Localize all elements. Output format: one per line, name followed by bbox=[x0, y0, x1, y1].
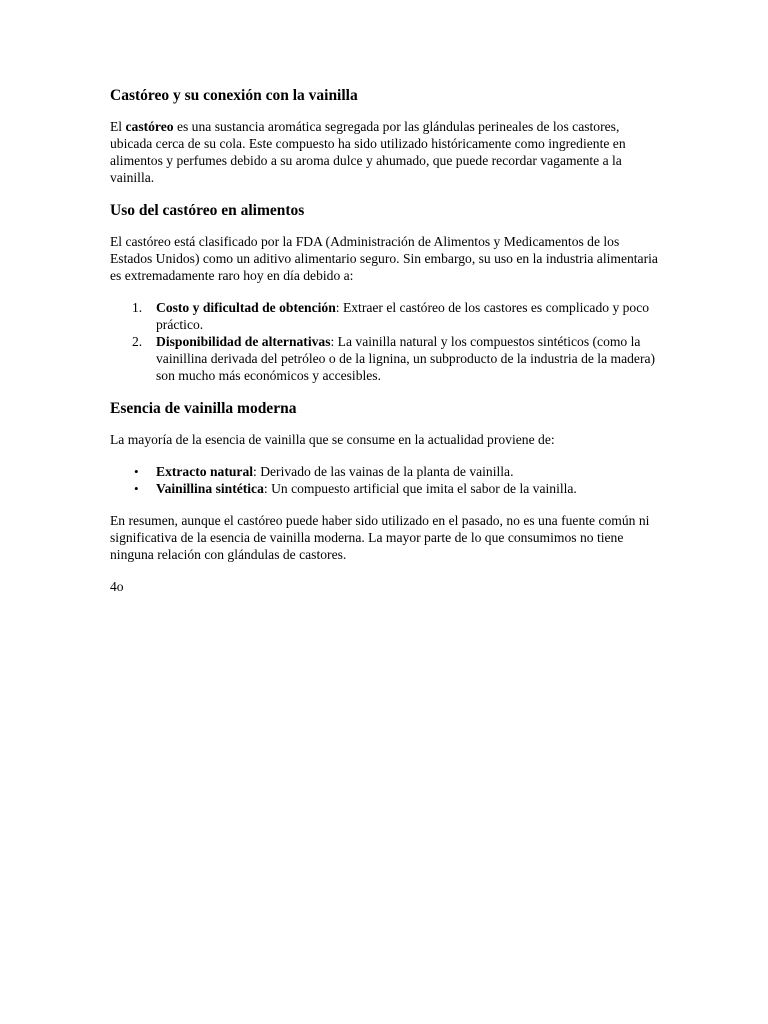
uso-paragraph: El castóreo está clasificado por la FDA (Administración de Alimentos y Medicamentos de los Estados Unidos) como un aditivo alimentario seguro. Sin embargo, su uso en la industria alimentaria es extremadamente raro hoy en día debido a: bbox=[110, 234, 658, 283]
list-item-bold: Vainillina sintética bbox=[156, 481, 264, 496]
numbered-list-item bbox=[110, 299, 662, 333]
list-item-bold: Extracto natural bbox=[156, 464, 254, 479]
bullet-icon: • bbox=[134, 464, 139, 479]
list-item-bold: Costo y dificultad de obtención bbox=[156, 300, 336, 315]
intro-post: es una sustancia aromática segregada por las glándulas perineales de los castores, ubicada cerca de su cola. Este compuesto ha sido utilizado históricamente como ingrediente en alimentos y perfumes debido a su aroma dulce y ahumado, que puede recordar vagamente a la vainilla. bbox=[110, 119, 626, 185]
list-item-text: : La vainilla natural y los compuestos sintéticos (como la vainillina derivada del petróleo o de la lignina, un subproducto de la industria de la madera) son mucho más económicos y accesibles. bbox=[156, 334, 656, 383]
summary-paragraph: En resumen, aunque el castóreo puede haber sido utilizado en el pasado, no es una fuente común ni significativa de la esencia de vainilla moderna. La mayor parte de lo que consumimos no tiene ninguna relación con glándulas de castores. bbox=[110, 513, 650, 562]
section-heading-castoreo-vainilla: Castóreo y su conexión con la vainilla bbox=[110, 87, 358, 104]
esencia-paragraph: La mayoría de la esencia de vainilla que se consume en la actualidad proviene de: bbox=[110, 432, 555, 447]
bullet-list-item bbox=[110, 463, 662, 480]
numbered-list bbox=[110, 299, 662, 384]
bullet-list-item bbox=[110, 480, 662, 497]
bullet-icon: • bbox=[134, 481, 139, 496]
list-item-bold: Disponibilidad de alternativas bbox=[156, 334, 331, 349]
numbered-list-item bbox=[110, 333, 662, 384]
footer-label: 4o bbox=[110, 579, 124, 594]
list-item-text: : Derivado de las vainas de la planta de vainilla. bbox=[253, 464, 514, 479]
list-marker: 1. bbox=[132, 300, 143, 315]
intro-pre: El bbox=[110, 119, 126, 134]
document-page bbox=[110, 86, 662, 595]
intro-bold-term: castóreo bbox=[125, 119, 174, 134]
list-marker: 2. bbox=[132, 334, 143, 349]
section-heading-esencia-moderna: Esencia de vainilla moderna bbox=[110, 400, 297, 417]
section-heading-uso-alimentos: Uso del castóreo en alimentos bbox=[110, 202, 305, 219]
list-item-text: : Extraer el castóreo de los castores es complicado y poco práctico. bbox=[156, 300, 650, 332]
bullet-list bbox=[110, 463, 662, 497]
list-item-text: : Un compuesto artificial que imita el sabor de la vainilla. bbox=[263, 481, 577, 496]
intro-paragraph bbox=[110, 118, 662, 186]
